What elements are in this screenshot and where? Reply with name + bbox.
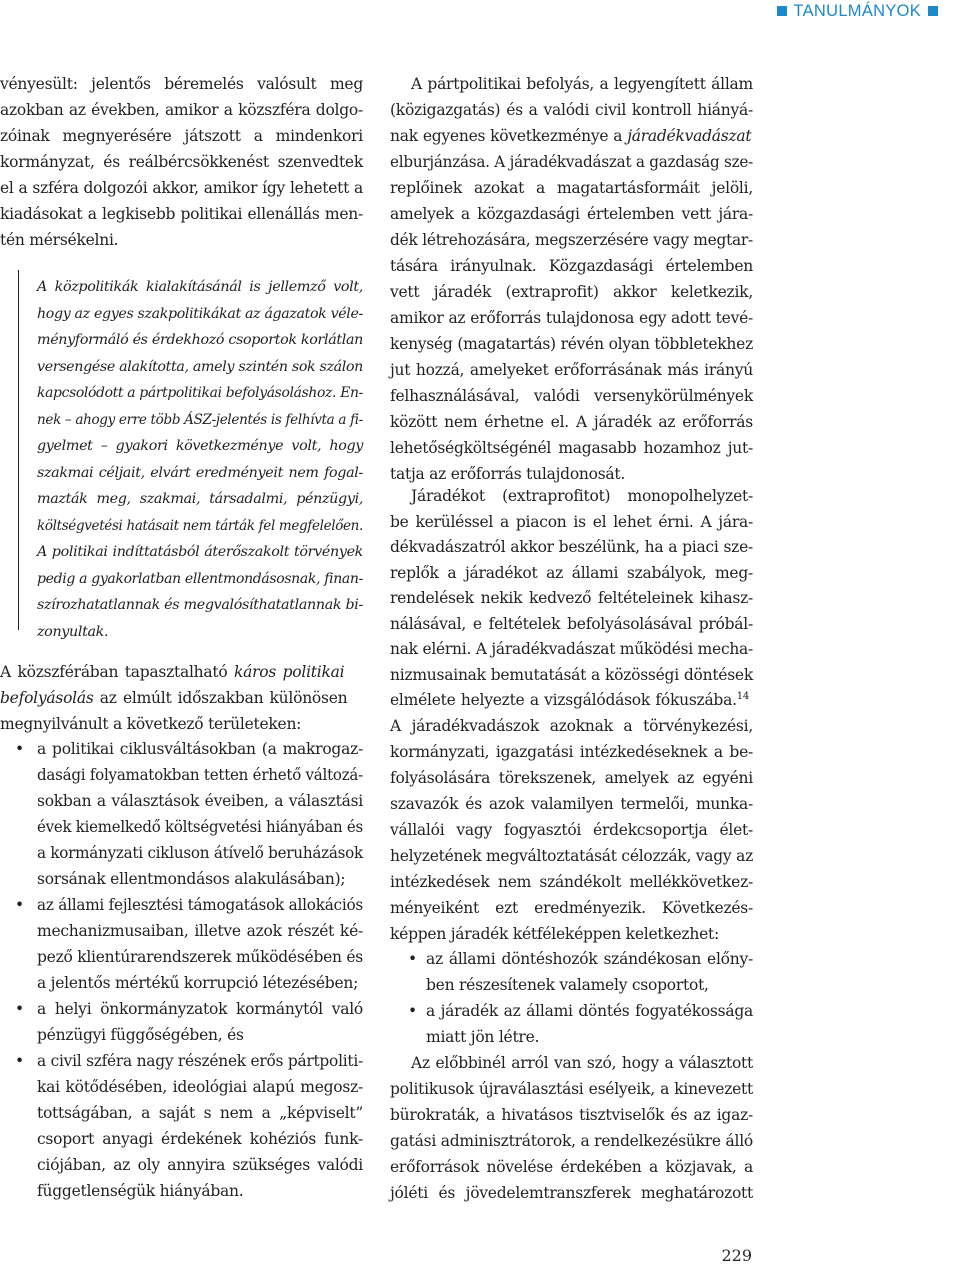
body-line: dasági folyamatokban tetten érhető változá-: [37, 766, 363, 784]
body-line: rendelések nekik kedvező feltételeinek kihasz-: [390, 589, 753, 607]
body-line: vényesült: jelentős béremelés valósult meg: [0, 75, 363, 93]
body-line: kai kötődésében, ideológiai alapú megosz-: [37, 1078, 363, 1096]
body-line: azokban az években, amikor a közszféra dolgo-: [0, 101, 363, 119]
body-line: kormányzati, igazgatási intézkedéseknek a be-: [390, 743, 753, 761]
body-line: a jelentős mértékű korrupció létezésében;: [37, 974, 359, 992]
body-line: a civil szféra nagy részének erős pártpoliti-: [37, 1052, 363, 1070]
body-line: a helyi önkormányzatok kormánytól való: [37, 1000, 363, 1018]
body-line: (közigazgatás) és a valódi civil kontroll hiányá-: [390, 101, 753, 119]
body-line: évek kiemelkedő költségvetési hiányában és: [37, 818, 363, 836]
body-line: vállalói vagy fogyasztói érdekcsoportja élet-: [390, 821, 753, 839]
body-line: el a szféra dolgozói akkor, amikor így lehetett a: [0, 179, 363, 197]
left-column: [0, 0, 366, 1267]
bullet-icon: •: [15, 896, 24, 914]
body-line: szavazók és azok valamilyen termelői, munka-: [390, 795, 753, 813]
body-line: be kerüléssel a piacon is el lehet érni. A jára-: [390, 512, 753, 531]
body-line: A közpolitikák kialakításánál is jellemző volt,: [37, 279, 363, 295]
body-line: zóinak megnyerésére játszott a mindenkori: [0, 127, 363, 145]
body-line: ben részesítenek valamely csoportot,: [426, 976, 709, 994]
body-line: A járadékvadászok azoknak a törvénykezési,: [390, 717, 753, 735]
body-line: [390, 690, 749, 710]
body-line: sorsának ellentmondásos alakulásában);: [37, 870, 346, 888]
bullet-icon: •: [408, 1002, 417, 1020]
body-line: Az előbbinél arról van szó, hogy a választott: [411, 1054, 753, 1072]
body-line: nek – ahogy erre több ÁSZ-jelentés is felhívta a fi-: [37, 411, 363, 428]
body-line: dék létrehozására, megszerzésére vagy megtar-: [390, 231, 753, 249]
body-line: szírozhatatlannak és megvalósíthatatlannak bi-: [37, 597, 363, 613]
emphasis-text: járadékvadászat: [627, 127, 752, 145]
body-line: csoport anyagi érdekének kohéziós funk-: [37, 1130, 363, 1148]
body-line: költségvetési hatásait nem tárták fel megfelelően.: [37, 517, 363, 534]
body-line: megnyilvánult a következő területeken:: [0, 715, 302, 733]
body-line: tására irányulnak. Közgazdasági értelemben: [390, 257, 753, 275]
body-line: [0, 688, 347, 708]
body-line: pénzügyi függőségében, és: [37, 1026, 244, 1044]
body-line: jut hozzá, amelyeket erőforrásának más irányú: [390, 361, 753, 379]
body-line: politikusok újraválasztási esélyeik, a kinevezett: [390, 1080, 753, 1098]
body-line: mazták meg, szakmai, társadalmi, pénzügyi,: [37, 491, 363, 507]
body-line: [0, 662, 344, 682]
body-line: helyzetének megváltoztatását célozzák, vagy az: [390, 847, 753, 865]
bullet-icon: •: [15, 740, 24, 758]
body-line: tottságában, a saját s nem a „képviselt”: [37, 1104, 363, 1122]
body-line: nálásával, e feltételek befolyásolásával próbál-: [390, 614, 753, 633]
text-run: A közszférában tapasztalható: [0, 663, 235, 681]
body-line: ciójában, az oly annyira szükséges valódi: [37, 1156, 363, 1174]
quote-vertical-rule: [18, 270, 19, 630]
body-line: intézkedések nem szándékolt mellékkövetkez-: [390, 873, 753, 891]
emphasis-text: káros politikai: [234, 663, 345, 681]
body-line: [390, 126, 751, 146]
bullet-icon: •: [15, 1000, 24, 1018]
body-line: hogy az egyes szakpolitikákat az ágazatok véle-: [37, 305, 363, 322]
body-line: pező klientúrarendszerek működésében és: [37, 948, 363, 966]
body-line: az állami döntéshozók szándékosan előny-: [426, 950, 753, 968]
body-line: a kormányzati cikluson átívelő beruházások: [37, 844, 363, 862]
body-line: felhasználásával, valódi versenykörülmények: [390, 387, 753, 405]
body-line: nizmusainak bemutatását a közösségi döntések: [390, 665, 753, 684]
body-line: kapcsolódott a pártpolitikai befolyásoláshoz. En-: [37, 385, 363, 401]
body-line: folyásolására törekszenek, amelyek az egyéni: [390, 769, 753, 787]
body-line: az állami fejlesztési támogatások allokációs: [37, 896, 363, 914]
body-line: replőinek azokat a magatartásformáit jelöli,: [390, 179, 753, 197]
square-bullet-icon: [928, 6, 938, 16]
right-column: [390, 0, 756, 1267]
footnote-reference[interactable]: 14: [736, 690, 750, 702]
page-number: 229: [721, 1246, 752, 1265]
body-line: versengése alakította, amely szintén sok szálon: [37, 358, 363, 375]
text-run: az elmúlt időszakban különösen: [93, 689, 348, 707]
body-line: replők a járadékot az állami szabályok, meg-: [390, 563, 753, 582]
body-line: gyelmet – gyakori következménye volt, hogy: [37, 438, 363, 454]
body-line: a járadék az állami döntés fogyatékossága: [426, 1002, 753, 1020]
body-line: ményformáló és érdekhozó csoportok korlátlan: [37, 332, 363, 348]
body-line: tatja az erőforrás tulajdonosát.: [390, 465, 626, 483]
body-line: gatási adminisztrátorok, a rendelkezésükre álló: [390, 1132, 753, 1150]
body-line: jóléti és jövedelemtranszferek meghatározott: [390, 1184, 753, 1202]
body-line: A pártpolitikai befolyás, a legyengített állam: [411, 75, 753, 93]
section-header: [775, 2, 940, 21]
square-bullet-icon: [777, 6, 787, 16]
body-line: dékvadászatról akkor beszélünk, ha a piaci sze-: [390, 538, 753, 556]
bullet-icon: •: [15, 1052, 24, 1070]
body-line: sokban a választások éveiben, a választási: [37, 792, 363, 810]
text-run: elmélete helyezte a vizsgálódások fókuszába.: [390, 691, 737, 709]
body-line: vett járadék (extraprofit) akkor keletkezik,: [390, 283, 753, 301]
body-line: zonyultak.: [37, 623, 109, 640]
body-line: kiadásokat a legkisebb politikai ellenállás men-: [0, 205, 363, 223]
body-line: miatt jön létre.: [426, 1028, 540, 1046]
body-line: kenység (magatartás) révén olyan többletekhez: [390, 335, 753, 353]
body-line: nak elérni. A járadékvadászat működési mecha-: [390, 640, 753, 658]
body-line: pedig a gyakorlatban ellentmondásosnak, finan-: [37, 570, 363, 587]
body-line: lehetőségköltségénél magasabb hozamhoz jut-: [390, 439, 753, 457]
body-line: Járadékot (extraprofitot) monopolhelyzet-: [411, 487, 753, 505]
body-line: mechanizmusaiban, illetve azok részét ké-: [37, 922, 363, 940]
body-line: amikor az erőforrás tulajdonosa egy adott tevé-: [390, 309, 753, 327]
body-line: képpen járadék kétféleképpen keletkezhet:: [390, 925, 719, 943]
text-run: nak egyenes következménye a: [390, 127, 628, 145]
body-line: erőforrások növelése érdekében a közjavak, a: [390, 1158, 753, 1176]
body-line: tén mérsékelni.: [0, 231, 119, 249]
body-line: szakmai céljait, elvárt eredményeit nem fogal-: [37, 464, 363, 481]
body-line: kormányzat, és reálbércsökkenést szenvedtek: [0, 153, 363, 171]
body-line: között nem érhetne el. A járadék az erőforrás: [390, 413, 753, 431]
body-line: A politikai indíttatásból áterőszakolt törvények: [37, 544, 363, 560]
body-line: elburjánzása. A járadékvadászat a gazdaság sze-: [390, 153, 753, 171]
body-line: amelyek a közgazdasági értelemben vett jára-: [390, 205, 753, 223]
body-line: a politikai ciklusváltásokban (a makrogaz-: [37, 740, 363, 758]
body-line: ményeiként ezt eredményezik. Következés-: [390, 899, 753, 917]
bullet-icon: •: [408, 950, 417, 968]
emphasis-text: befolyásolás: [0, 689, 94, 707]
body-line: bürokraták, a hivatásos tisztviselők és az igaz-: [390, 1106, 753, 1124]
section-header-label: TANULMÁNYOK: [793, 2, 922, 20]
body-line: függetlenségük hiányában.: [37, 1182, 244, 1200]
